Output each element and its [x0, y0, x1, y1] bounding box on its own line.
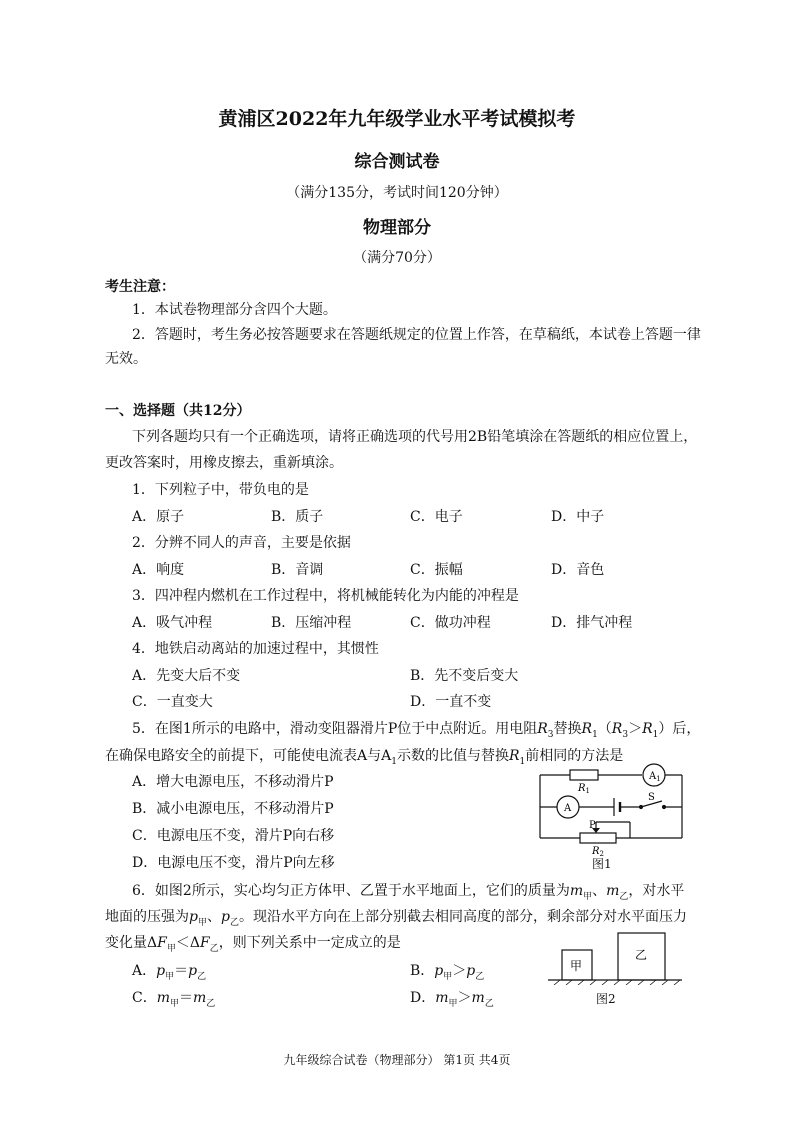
figure-1-circuit: [530, 760, 690, 870]
rheostat-r2: [580, 833, 616, 843]
q1-option-b: B．质子: [271, 509, 324, 525]
notice-item-2-line-2: 无效。: [105, 351, 147, 367]
figure-2-caption: 图2: [596, 992, 616, 1006]
q5-option-c: C．电源电压不变，滑片P向右移: [132, 828, 335, 844]
q4-option-c: C．一直变大: [132, 694, 213, 710]
notice-item-2-line-1: 2．答题时，考生务必按答题要求在答题纸规定的位置上作答，在草稿纸，本试卷上答题一律: [132, 327, 701, 343]
q2-option-d: D．音色: [551, 562, 605, 578]
q5-option-a: A．增大电源电压，不移动滑片P: [132, 774, 334, 790]
exam-title: 黄浦区2022年九年级学业水平考试模拟考: [218, 108, 576, 130]
q4-option-d: D．一直不变: [410, 694, 492, 710]
full-marks-note: （满分135分，考试时间120分钟）: [286, 185, 508, 201]
part1-heading: 一、选择题（共12分）: [105, 403, 251, 419]
q3-option-b: B．压缩冲程: [271, 615, 352, 631]
part1-intro-line-2: 更改答案时，用橡皮擦去，重新填涂。: [105, 455, 343, 471]
q6-option-d: D．$m_甲>m_乙$: [410, 990, 494, 1009]
q3-stem: 3．四冲程内燃机在工作过程中，将机械能转化为内能的冲程是: [132, 588, 519, 604]
q4-option-a: A．先变大后不变: [132, 668, 241, 684]
exam-subtitle: 综合测试卷: [354, 152, 440, 172]
notice-item-1: 1．本试卷物理部分含四个大题。: [132, 302, 337, 318]
q3-option-a: A．吸气冲程: [132, 615, 213, 631]
q2-option-a: A．响度: [132, 562, 185, 578]
page-footer: 九年级综合试卷（物理部分） 第1页 共4页: [283, 1053, 511, 1067]
label-yi: 乙: [635, 948, 648, 962]
q2-option-c: C．振幅: [410, 562, 463, 578]
label-p: P: [589, 820, 596, 831]
q3-option-c: C．做功冲程: [410, 615, 491, 631]
label-r2: $R_2$: [592, 846, 604, 858]
figure-2-blocks: [540, 925, 690, 985]
label-r1: $R_1$: [578, 783, 590, 795]
q2-stem: 2．分辨不同人的声音，主要是依据: [132, 535, 351, 551]
q1-option-a: A．原子: [132, 509, 185, 525]
q1-stem: 1．下列粒子中，带负电的是: [132, 482, 309, 498]
section-title: 物理部分: [363, 218, 431, 238]
q4-option-b: B．先不变后变大: [410, 668, 519, 684]
q5-stem-line-1: 5．在图1所示的电路中，滑动变阻器滑片P位于中点附近。用电阻$R_3$替换$R_1(R_3>R_1)$后，: [132, 721, 701, 740]
q3-option-d: D．排气冲程: [551, 615, 633, 631]
label-a: A: [564, 803, 572, 814]
q2-option-b: B．音调: [271, 562, 324, 578]
label-jia: 甲: [570, 959, 583, 973]
q6-stem-line-1: 6．如图2所示，实心均匀正方体甲、乙置于水平地面上，它们的质量为$m_甲$、$m_乙$，对水平: [132, 883, 685, 902]
q6-option-a: A．$p_甲=p_乙$: [132, 963, 207, 982]
notice-heading: 考生注意：: [105, 279, 175, 295]
section-marks-note: （满分70分）: [353, 250, 441, 266]
figure-1-caption: 图1: [592, 857, 612, 871]
q5-stem-line-2: 在确保电路安全的前提下，可能使电流表A与$A_1$示数的比值与替换$R_1$前相同的方法是: [105, 748, 624, 767]
q6-stem-line-3: 变化量$\Delta F_甲<\Delta F_乙$，则下列关系中一定成立的是: [105, 935, 401, 954]
label-s: S: [648, 792, 655, 803]
q4-stem: 4．地铁启动离站的加速过程中，其惯性: [132, 641, 379, 657]
q5-option-b: B．减小电源电压，不移动滑片P: [132, 801, 334, 817]
resistor-r1: [570, 770, 598, 780]
part1-intro-line-1: 下列各题均只有一个正确选项，请将正确选项的代号用2B铅笔填涂在答题纸的相应位置上，: [132, 429, 698, 445]
q1-option-c: C．电子: [410, 509, 463, 525]
label-a1: $A_1$: [649, 771, 661, 783]
q6-option-c: C．$m_甲=m_乙$: [132, 990, 216, 1009]
q6-option-b: B．$p_甲>p_乙$: [410, 963, 485, 982]
q5-option-d: D．电源电压不变，滑片P向左移: [132, 855, 335, 871]
q6-stem-line-2: 地面的压强为$p_甲$、$p_乙$。现沿水平方向在上部分别截去相同高度的部分，剩余部分对水平面压力: [105, 909, 687, 928]
q1-option-d: D．中子: [551, 509, 605, 525]
